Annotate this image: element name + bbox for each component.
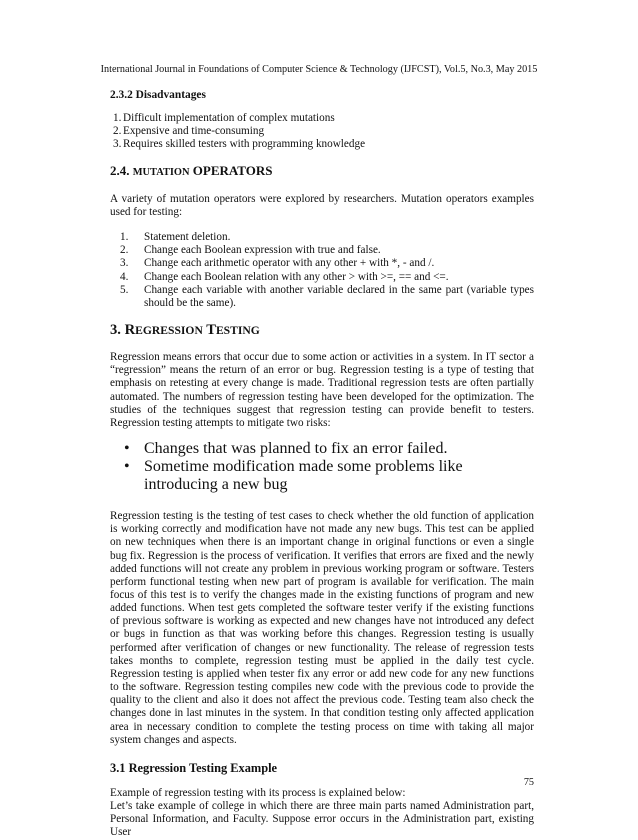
regression-risks-list	[110, 440, 534, 494]
disadvantages-list	[110, 112, 534, 152]
list-item: 2. Change each Boolean expression with true and false.	[120, 244, 381, 257]
section-heading-mutation-operators: 2.4. MUTATION OPERATORS	[110, 162, 273, 178]
list-item: 4. Change each Boolean relation with any other > with >=, == and <=.	[120, 270, 449, 283]
page-number: 75	[523, 777, 534, 788]
section-heading-regression-testing: 3. REGRESSION TESTING	[110, 322, 260, 339]
mutation-operators-intro: A variety of mutation operators were explored by researchers. Mutation operators examples used for testing:	[110, 192, 534, 218]
list-item: 5. Change each variable with another variable declared in the same part (variable types should be the same).	[120, 283, 534, 309]
regression-example-intro: Example of regression testing with its process is explained below:	[110, 786, 406, 799]
regression-paragraph-1: Regression means errors that occur due to some action or activities in a system. In IT sector a “regression” means the return of an error or bug. Regression testing is a type of testing that emphasis on retesting at every change is made. Traditional regression tests are often partially automated. The numbers of regression testing have been developed for the optimization. The studies of the techniques suggest that regression testing can provide benefit to testers. Regression testing attempts to mitigate two risks:	[110, 351, 534, 429]
list-item: 1. Difficult implementation of complex mutations	[113, 112, 335, 124]
running-header: International Journal in Foundations of Computer Science & Technology (IJFCST), Vol.5, No.3, May 2015	[100, 64, 538, 75]
mutation-operators-list	[110, 231, 534, 310]
page-content	[110, 86, 534, 840]
regression-example-body: Let’s take example of college in which there are three main parts named Administration part, Personal Information, and Faculty. Suppose error occurs in the Administration part, existing User	[110, 800, 534, 839]
list-item: 1. Statement deletion.	[120, 230, 231, 243]
list-item: • Changes that was planned to fix an error failed.	[124, 440, 448, 458]
section-heading-disadvantages: 2.3.2 Disadvantages	[110, 89, 206, 101]
list-item: • Sometime modification made some problems like introducing a new bug	[124, 458, 463, 494]
list-item: 3. Change each arithmetic operator with any other + with *, - and /.	[120, 257, 435, 270]
section-heading-regression-example: 3.1 Regression Testing Example	[110, 760, 278, 775]
list-item: 2. Expensive and time-consuming	[113, 125, 265, 138]
regression-paragraph-2: Regression testing is the testing of test cases to check whether the old function of application is working correctly and modification have not made any new bugs. This test can be applied on new techniques when there is an important change in original functions or even a single bug fix. Regression is the process of verification. It verifies that errors are fixed and the newly added functions will not create any problem in previous working program or software. Testers perform functional testing when new part of program is available for verification. The main focus of this test is to verify the changes made in the existing functions of program and new added functions. When test gets completed the software tester verify if the existing functions of previous software is working as expected and new changes have not introduced any defect or bugs in function as that was working before this changes. Regression testing is usually performed after verification of changes or new functionality. The release of regression tests takes months to complete, regression testing must be applied in the daily test cycle. Regression testing is applied when tester fix any error or add new code for any new functions to the software. Regression testing compiles new code with the previous code to provide the quality to the client and also it does not affect the previous code. Testing team also check the changes done in last minutes in the system. In that condition testing only affected application area in necessary condition to complete the testing process on time with taking all major system changes and aspects.	[110, 510, 534, 746]
list-item: 3. Requires skilled testers with programming knowledge	[113, 138, 366, 151]
